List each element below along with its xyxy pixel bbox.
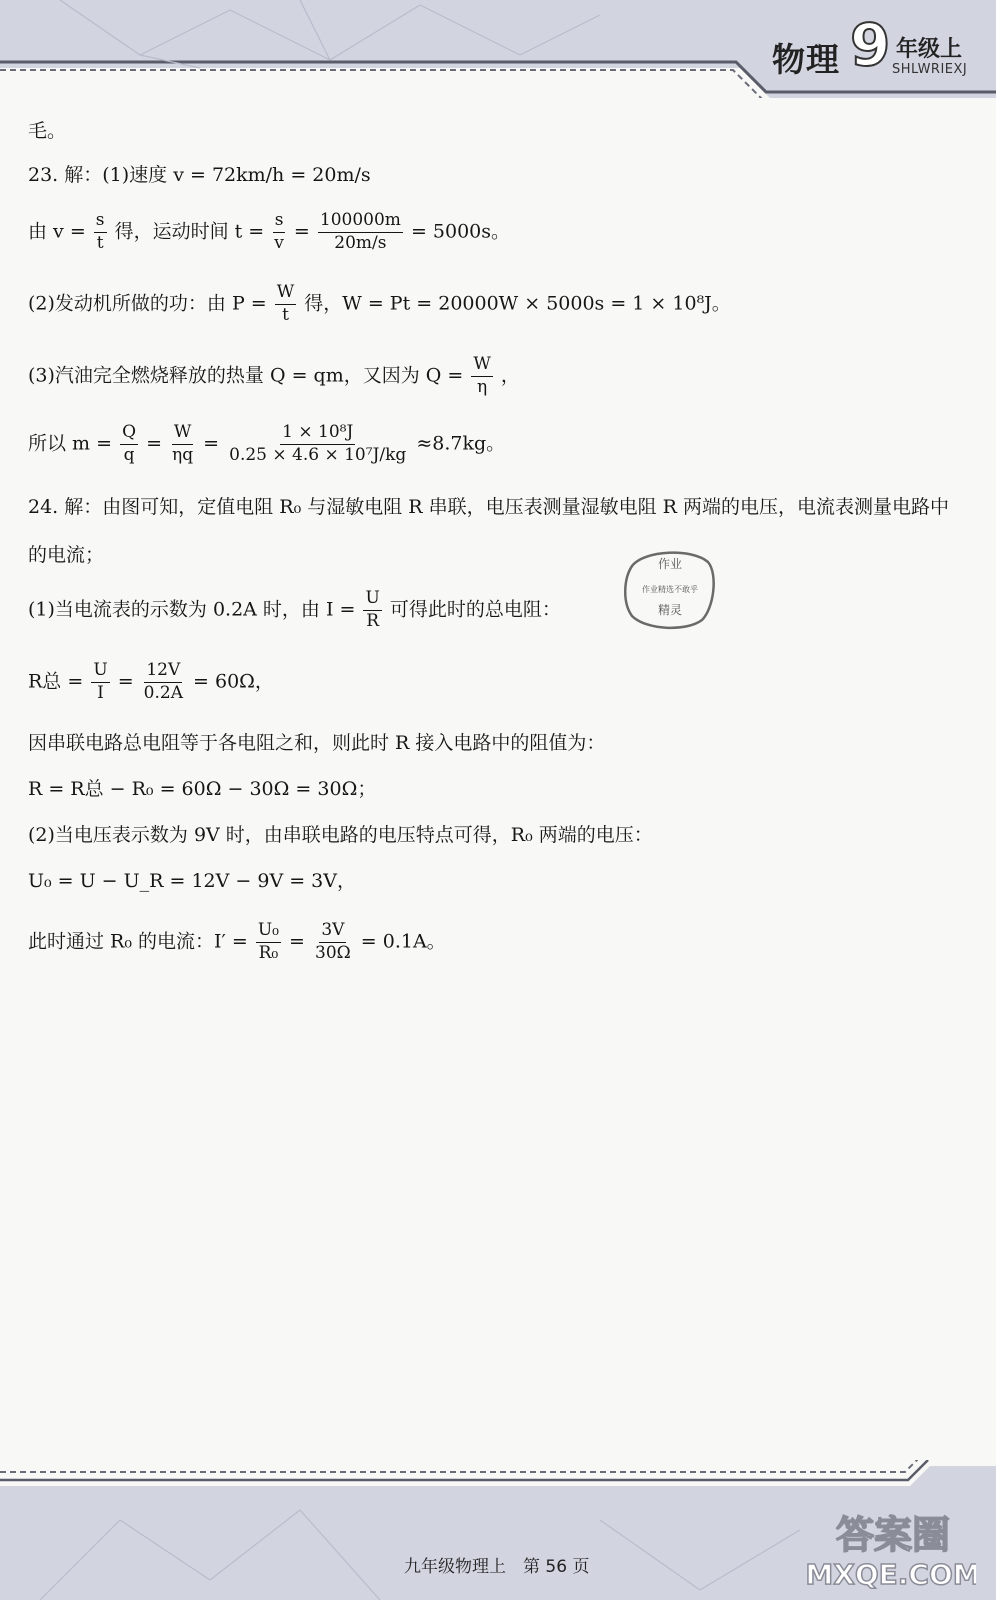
fraction [318, 212, 403, 253]
fraction [313, 922, 353, 963]
stamp-middle: 作业精选不敢乎 [642, 585, 698, 594]
fraction [471, 356, 492, 397]
fraction [91, 662, 109, 703]
text-line: 毛。 [28, 120, 67, 142]
q24-intro-line-2: 的电流； [28, 544, 105, 566]
fraction-numerator: s [94, 212, 107, 233]
fraction-denominator: η [476, 376, 488, 397]
fraction-numerator: U₀ [256, 922, 281, 943]
fraction-numerator: 3V [319, 922, 346, 943]
formula-text: R总 = [28, 670, 84, 693]
fraction [256, 922, 281, 963]
fraction-numerator: W [172, 424, 193, 445]
q23-title: 23. 解：(1)速度 v = 72km/h = 20m/s [28, 164, 371, 186]
formula-text: = [289, 930, 305, 953]
fraction [94, 212, 107, 253]
q24-r-calc: R = R总 − R₀ = 60Ω − 30Ω = 30Ω； [28, 778, 377, 800]
fraction-denominator: I [97, 682, 104, 703]
fraction-denominator: 0.2A [143, 682, 183, 703]
fraction-numerator: U [91, 662, 109, 683]
brand-code: SHLWRIEXJ [892, 62, 968, 77]
fraction-numerator: s [273, 212, 286, 233]
q24-current-formula [28, 922, 446, 963]
formula-text: (3)汽油完全燃烧释放的热量 Q = qm，又因为 Q = [28, 364, 464, 387]
fraction-denominator: 30Ω [315, 942, 351, 963]
q24-rtotal-formula [28, 662, 274, 703]
q24-series-note: 因串联电路总电阻等于各电阻之和，则此时 R 接入电路中的阻值为： [28, 732, 606, 754]
fraction [272, 212, 286, 253]
formula-text: = [203, 432, 220, 455]
q24-u0-calc: U₀ = U − U_R = 12V − 9V = 3V， [28, 870, 356, 892]
formula-text: 由 v = [28, 220, 86, 243]
fraction-denominator: q [123, 444, 135, 465]
fraction-denominator: t [96, 232, 104, 253]
fraction [120, 424, 138, 465]
fraction-denominator: R₀ [258, 942, 279, 963]
fraction-denominator: v [274, 232, 284, 253]
q24-intro-line-1: 24. 解：由图可知，定值电阻 R₀ 与湿敏电阻 R 串联，电压表测量湿敏电阻 R 两端的电压，电流表测量电路中 [28, 496, 950, 518]
fraction [142, 662, 185, 703]
formula-text: 此时通过 R₀ 的电流：I′ = [28, 930, 248, 953]
fraction-numerator: 1 × 10⁸J [280, 424, 355, 445]
stamp-top: 作业 [657, 557, 683, 571]
formula-text: 得，运动时间 t = [114, 220, 265, 243]
fraction [170, 424, 195, 465]
fraction [227, 424, 408, 465]
formula-text: = [117, 670, 134, 693]
q23-work-formula [28, 284, 731, 325]
fraction-numerator: W [275, 284, 296, 305]
fraction-denominator: 20m/s [334, 232, 387, 253]
fraction [275, 284, 296, 325]
ink-stamp [622, 548, 718, 630]
q23-mass-formula [28, 424, 505, 465]
stamp-bottom: 精灵 [657, 603, 683, 617]
formula-text: = [293, 220, 310, 243]
q23-heat-formula [28, 356, 520, 397]
brand-title: 物理 [772, 40, 840, 79]
formula-text: 可得此时的总电阻： [389, 598, 561, 621]
brand-grade-number: 9 [850, 11, 891, 79]
q24-part1-formula [28, 590, 561, 631]
fraction-numerator: 100000m [318, 212, 403, 233]
fraction-denominator: t [282, 304, 289, 325]
fraction-denominator: 0.25 × 4.6 × 10⁷J/kg [229, 444, 407, 465]
formula-text: ≈8.7kg。 [416, 432, 506, 455]
formula-text: 得，W = Pt = 20000W × 5000s = 1 × 10⁸J。 [304, 292, 731, 315]
formula-text: (2)发动机所做的功：由 P = [28, 292, 267, 315]
formula-text: = 60Ω， [193, 670, 274, 693]
brand-grade-label: 年级上 [896, 37, 963, 62]
formula-text: ， [500, 364, 520, 387]
formula-text: = 5000s。 [410, 220, 511, 243]
q23-time-formula [28, 212, 510, 253]
fraction-denominator: R [366, 610, 380, 631]
fraction-numerator: W [471, 356, 492, 377]
page-footer-label: 九年级物理上 第 56 页 [404, 1557, 590, 1577]
formula-text: = 0.1A。 [360, 930, 446, 953]
watermark-text-bottom: MXQE.COM [805, 1558, 976, 1591]
watermark-text-top: 答案圈 [835, 1513, 951, 1557]
q24-part2: (2)当电压表示数为 9V 时，由串联电路的电压特点可得，R₀ 两端的电压： [28, 824, 653, 846]
fraction-numerator: U [363, 590, 381, 611]
formula-text: 所以 m = [28, 432, 113, 455]
fraction-denominator: ηq [172, 444, 194, 465]
fraction [363, 590, 381, 631]
fraction-numerator: 12V [144, 662, 182, 683]
fraction-numerator: Q [120, 424, 138, 445]
brand-logo [760, 11, 980, 84]
formula-text: (1)当电流表的示数为 0.2A 时，由 I = [28, 598, 356, 621]
watermark-logo [801, 1508, 976, 1592]
formula-text: = [146, 432, 162, 455]
